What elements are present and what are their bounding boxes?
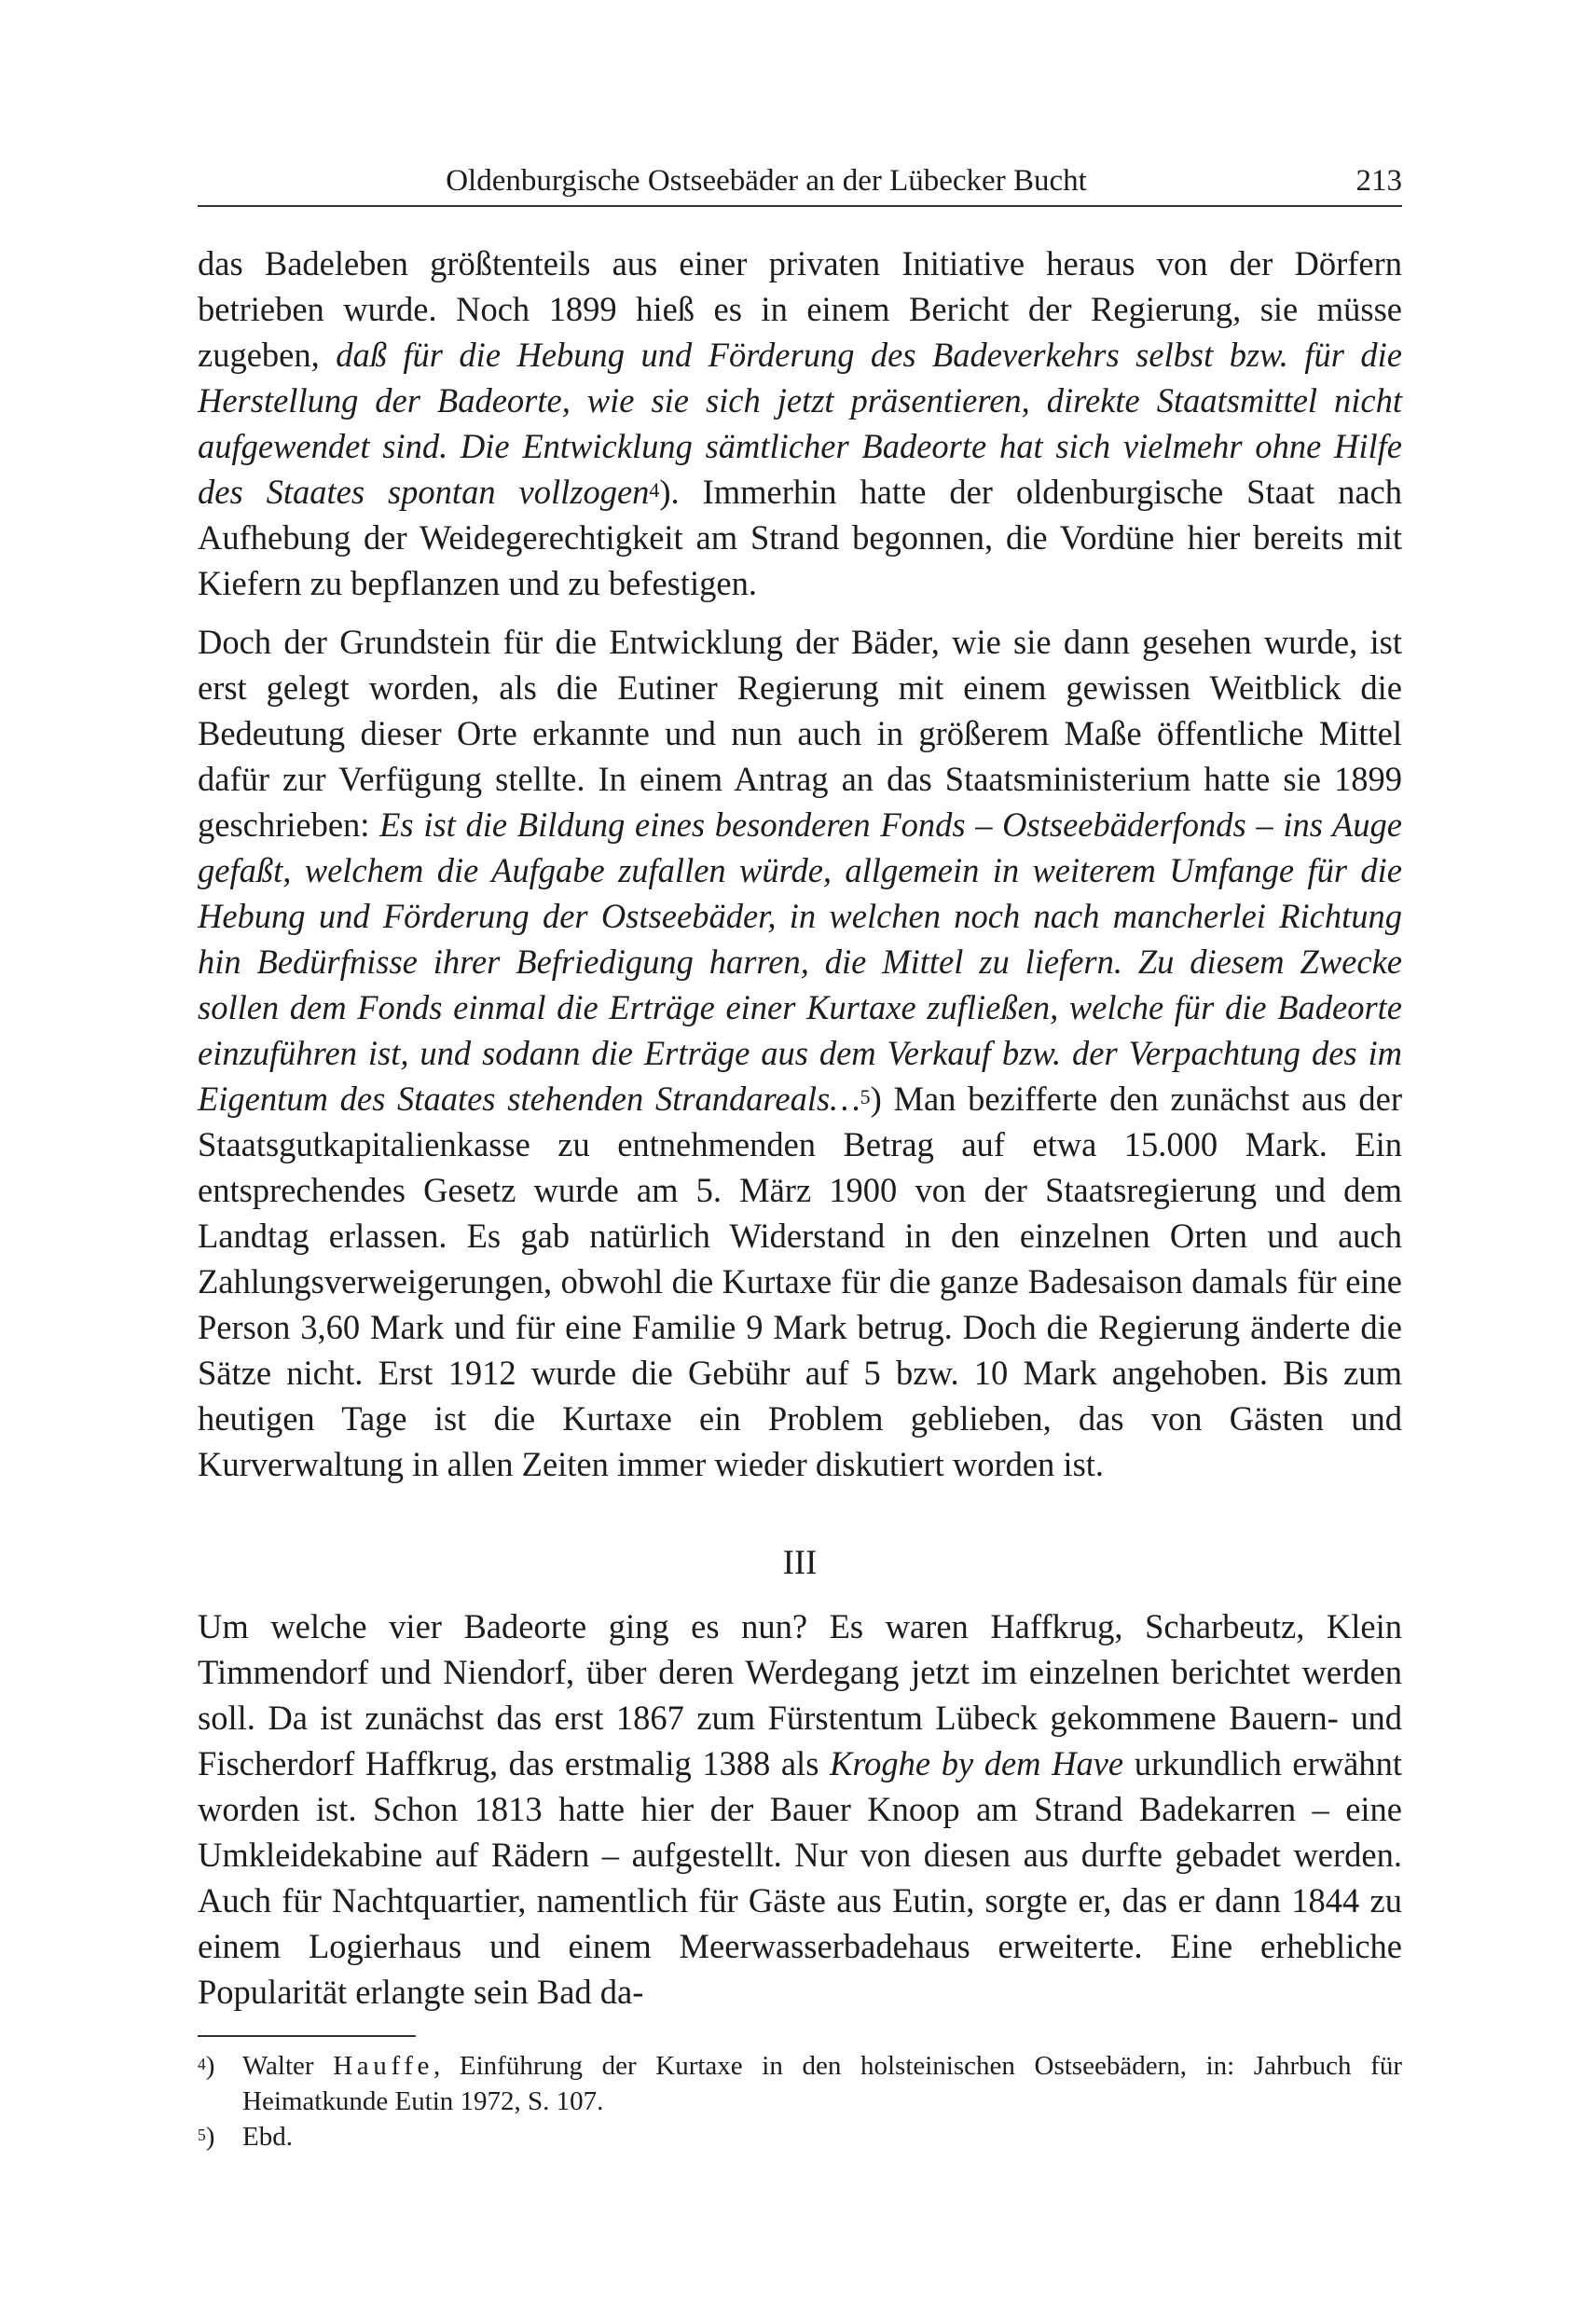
running-title: Oldenburgische Ostseebäder an der Lübecker Bucht (446, 164, 1087, 198)
footnote-4-author: Hauffe (333, 2051, 434, 2081)
footnote-5-mark: $^5$) (198, 2122, 215, 2152)
footnotes (198, 2048, 1402, 2154)
paragraph-3-text-a: Um welche vier Badeorte ging es nun? Es waren Haffkrug, Scharbeutz, Klein Timmendorf und Niendorf, über deren Werdegang jetzt im einzelnen berichtet werden soll. Da ist zunächst das erst 1867 zum Fürstentum Lübeck gekommene Bauern- und Fischerdorf Haffkrug, das erstmalig 1388 als (198, 1607, 1402, 1782)
footnote-ref-5: 5 (860, 1084, 871, 1108)
footnote-5 (198, 2119, 1402, 2154)
footnote-5-text: Ebd. (242, 2122, 293, 2152)
paragraph-3-place-name: Kroghe by dem Have (829, 1744, 1124, 1782)
running-header (198, 149, 1402, 207)
paragraph-2-ellipsis: … (830, 1080, 860, 1118)
footnote-ref-4: 4 (649, 477, 660, 502)
paragraph-2-text-b: ) Man bezifferte den zunächst aus der Staatsgutkapitalienkasse zu entnehmenden Betrag auf etwa 15.000 Mark. Ein entsprechendes Gesetz wurde am 5. März 1900 von der Staatsregierung und dem Landtag erlassen. Es gab natürlich Widerstand in den einzelnen Orten und auch Zahlungsverweigerungen, obwohl die Kurtaxe für die ganze Badesaison damals für eine Person 3,60 Mark und für eine Familie 9 Mark betrug. Doch die Regierung änderte die Sätze nicht. Erst 1912 wurde die Gebühr auf 5 bzw. 10 Mark angehoben. Bis zum heutigen Tage ist die Kurtaxe ein Problem geblieben, das von Gästen und Kurverwaltung in allen Zeiten immer wieder diskutiert worden ist. (198, 1080, 1402, 1483)
footnote-4-author-first: Walter (242, 2051, 334, 2081)
paragraph-3 (198, 1603, 1402, 2015)
paragraph-2-text-a: Doch der Grundstein für die Entwicklung der Bäder, wie sie dann gesehen wurde, ist erst gelegt worden, als die Eutiner Regierung mit einem gewissen Weitblick die Bedeutung dieser Orte erkannte und nun auch in größerem Maße öffentliche Mittel dafür zur Verfügung stellte. In einem Antrag an das Staatsministerium hatte sie 1899 geschrieben: (198, 623, 1402, 844)
footnote-4-text: , Einführung der Kurtaxe in den holsteinischen Ostseebädern, in: Jahrbuch für Heimatkunde Eutin 1972, S. 107. (242, 2051, 1402, 2116)
paragraph-2-quote: Es ist die Bildung eines besonderen Fonds – Ostseebäderfonds – ins Auge gefaßt, welchem die Aufgabe zufallen würde, allgemein in weiterem Umfange für die Hebung und Förderung der Ostseebäder, in welchen noch nach mancherlei Richtung hin Bedürfnisse ihrer Befriedigung harren, die Mittel zu liefern. Zu diesem Zwecke sollen dem Fonds einmal die Erträge einer Kurtaxe zufließen, welche für die Badeorte einzuführen ist, und sodann die Erträge aus dem Verkauf bzw. der Verpachtung des im Eigentum des Staates stehenden Strandareals (198, 805, 1402, 1118)
paragraph-1 (198, 241, 1402, 606)
footnote-5-number: 5 (198, 2126, 206, 2145)
footnote-4-mark: $^4$) (198, 2051, 215, 2081)
book-page (198, 149, 1402, 2154)
paragraph-1-quote: daß für die Hebung und Förderung des Badeverkehrs selbst bzw. für die Herstellung der Badeorte, wie sie sich jetzt präsentieren, direkte Staatsmittel nicht aufgewendet sind. Die Entwicklung sämtlicher Badeorte hat sich vielmehr ohne Hilfe des Staates spontan vollzogen (198, 336, 1403, 511)
footnote-4-number: 4 (198, 2055, 206, 2074)
footnote-4 (198, 2048, 1402, 2119)
section-heading: III (782, 1543, 818, 1581)
main-text (198, 241, 1402, 2015)
page-number: 213 (1355, 164, 1402, 198)
footnote-divider (198, 2035, 416, 2037)
paragraph-3-text-b: urkundlich erwähnt worden ist. Schon 1813 hatte hier der Bauer Knoop am Strand Badekarren – eine Umkleidekabine auf Rädern – aufgestellt. Nur von diesen aus durfte gebadet werden. Auch für Nachtquartier, namentlich für Gäste aus Eutin, sorgte er, das er dann 1844 zu einem Logierhaus und einem Meerwasserbadehaus erweiterte. Eine erhebliche Popularität erlangte sein Bad da- (198, 1744, 1402, 2011)
paragraph-2 (198, 619, 1402, 1487)
paragraph-1-text-b: ). Immerhin hatte der oldenburgische Staat nach Aufhebung der Weidegerechtigkeit am Strand begonnen, die Vordüne hier bereits mit Kiefern zu bepflanzen und zu befestigen. (198, 473, 1403, 602)
paragraph-1-text-a: das Badeleben größtenteils aus einer privaten Initiative heraus von der Dörfern betrieben wurde. Noch 1899 hieß es in einem Bericht der Regierung, sie müsse zugeben, (198, 244, 1402, 374)
